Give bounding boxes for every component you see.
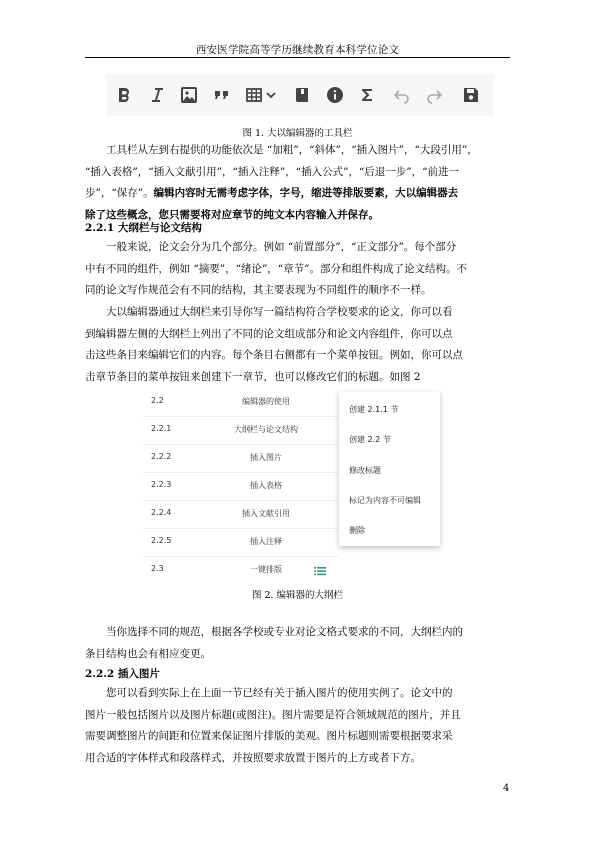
outline-title: 大纲栏与论文结构 [234,425,298,434]
bold-text: 编辑内容时无需考虑字体，字号，缩进等排版要素，大以编辑器去 [153,187,459,199]
list-menu-icon[interactable] [313,563,327,577]
quote-icon [212,85,232,105]
outline-number: 2.2.5 [151,536,172,545]
text-line: 步”，“保存”。 [85,187,154,199]
outline-title: 插入图片 [250,453,282,462]
redo-icon [424,85,444,105]
outline-row[interactable] [143,472,338,501]
image-icon [179,85,199,105]
outline-number: 2.2.4 [151,508,172,517]
text-line: 条目结构也会有相应变更。 [85,647,211,660]
spec-description [85,622,510,665]
text-line: 中有不同的组件，例如 “摘要”，“绪论”，“章节”。部分和组件构成了论文结构。不 [85,262,468,275]
editor-toolbar-figure [106,74,494,116]
text-line: 一般来说，论文会分为几个部分。例如 “前置部分”，“正文部分”。每个部分 [106,241,457,253]
chevron-down-icon [264,85,278,105]
text-line: 用合适的字体样式和段落样式，并按照要求放置于图片的上方或者下方。 [85,751,421,764]
menu-item-create-2-2[interactable]: 创建 2.2 节 [349,435,391,444]
outline-row[interactable] [143,416,338,445]
outline-number: 2.2.1 [151,424,172,433]
text-line: 您可以看到实际上在上面一节已经有关于插入图片的使用实例了。论文中的 [106,687,453,699]
outline-panel-figure [143,388,443,582]
header-rule [85,57,510,58]
outline-title: 插入表格 [250,481,282,490]
outline-number: 2.2 [151,396,164,405]
outline-row[interactable] [143,388,338,417]
outline-title: 编辑器的使用 [242,397,290,406]
sigma-icon [357,85,377,105]
outline-row[interactable] [143,444,338,473]
table-icon [244,85,264,105]
save-icon [461,85,481,105]
outline-row[interactable] [143,556,333,584]
book-icon [292,85,312,105]
section-heading-2-2-1: 2.2.1 大纲栏与论文结构 [85,222,202,234]
undo-icon [392,85,412,105]
text-line: 大以编辑器通过大纲栏来引导你写一篇结构符合学校要求的论文，你可以看 [106,306,453,318]
image-description [85,683,510,769]
outline-row[interactable] [143,500,338,529]
text-line: 需要调整图片的间距和位置来保证图片排版的美观。图片标题则需要根据要求采 [85,730,453,742]
text-line: 工具栏从左到右提供的功能依次是 “加粗”，“斜体”，“插入图片”，“大段引用”， [106,144,478,156]
bold-icon [114,85,134,105]
text-line: 击章节条目的菜单按钮来创建下一章节，也可以修改它们的标题。如图 2 [85,370,421,383]
outline-description [85,302,510,388]
text-line: 图片一般包括图片以及图片标题(或图注)。图片需要是符合领域规范的图片，并且 [85,708,461,721]
text-line: 当你选择不同的规范，根据各学校或专业对论文格式要求的不同，大纲栏内的 [106,626,463,638]
outline-number: 2.3 [151,564,164,573]
page-header: 西安医学院高等学历继续教育本科学位论文 [195,44,400,56]
text-line: 同的论文写作规范会有不同的结构，其主要表现为不同组件的顺序不一样。 [85,284,432,296]
section-heading-2-2-2: 2.2.2 插入图片 [85,668,160,680]
menu-item-create-2-1-1[interactable]: 创建 2.1.1 节 [349,405,399,414]
outline-title: 插入注释 [250,537,282,546]
text-line: 击这些条目来编辑它们的内容。每个条目右侧都有一个菜单按钮。例如，你可以点 [85,349,463,361]
figure-2-caption: 图 2. 编辑器的大纲栏 [251,590,344,601]
menu-item-lock[interactable]: 标记为内容不可编辑 [349,496,421,505]
outline-number: 2.2.3 [151,480,172,489]
text-line: “插入表格”，“插入文献引用”，“插入注释”，“插入公式”，“后退一步”，“前进一 [85,165,460,178]
toolbar-description [85,140,510,226]
outline-row[interactable] [143,528,338,557]
outline-number: 2.2.2 [151,452,172,461]
bold-text: 除了这些概念，您只需要将对应章节的纯文本内容输入并保存。 [85,208,379,221]
menu-item-delete[interactable]: 删除 [349,526,365,535]
menu-item-rename[interactable]: 修改标题 [349,466,381,475]
outline-title: 插入文献引用 [242,509,290,518]
figure-1-caption: 图 1. 大以编辑器的工具栏 [242,128,353,139]
page-number: 4 [503,783,510,794]
structure-description [85,237,510,302]
outline-title: 一键排版 [250,565,282,574]
info-icon [325,85,345,105]
context-menu [339,392,440,546]
italic-icon [147,85,167,105]
text-line: 到编辑器左侧的大纲栏上列出了不同的论文组成部分和论文内容组件，你可以点 [85,327,453,340]
